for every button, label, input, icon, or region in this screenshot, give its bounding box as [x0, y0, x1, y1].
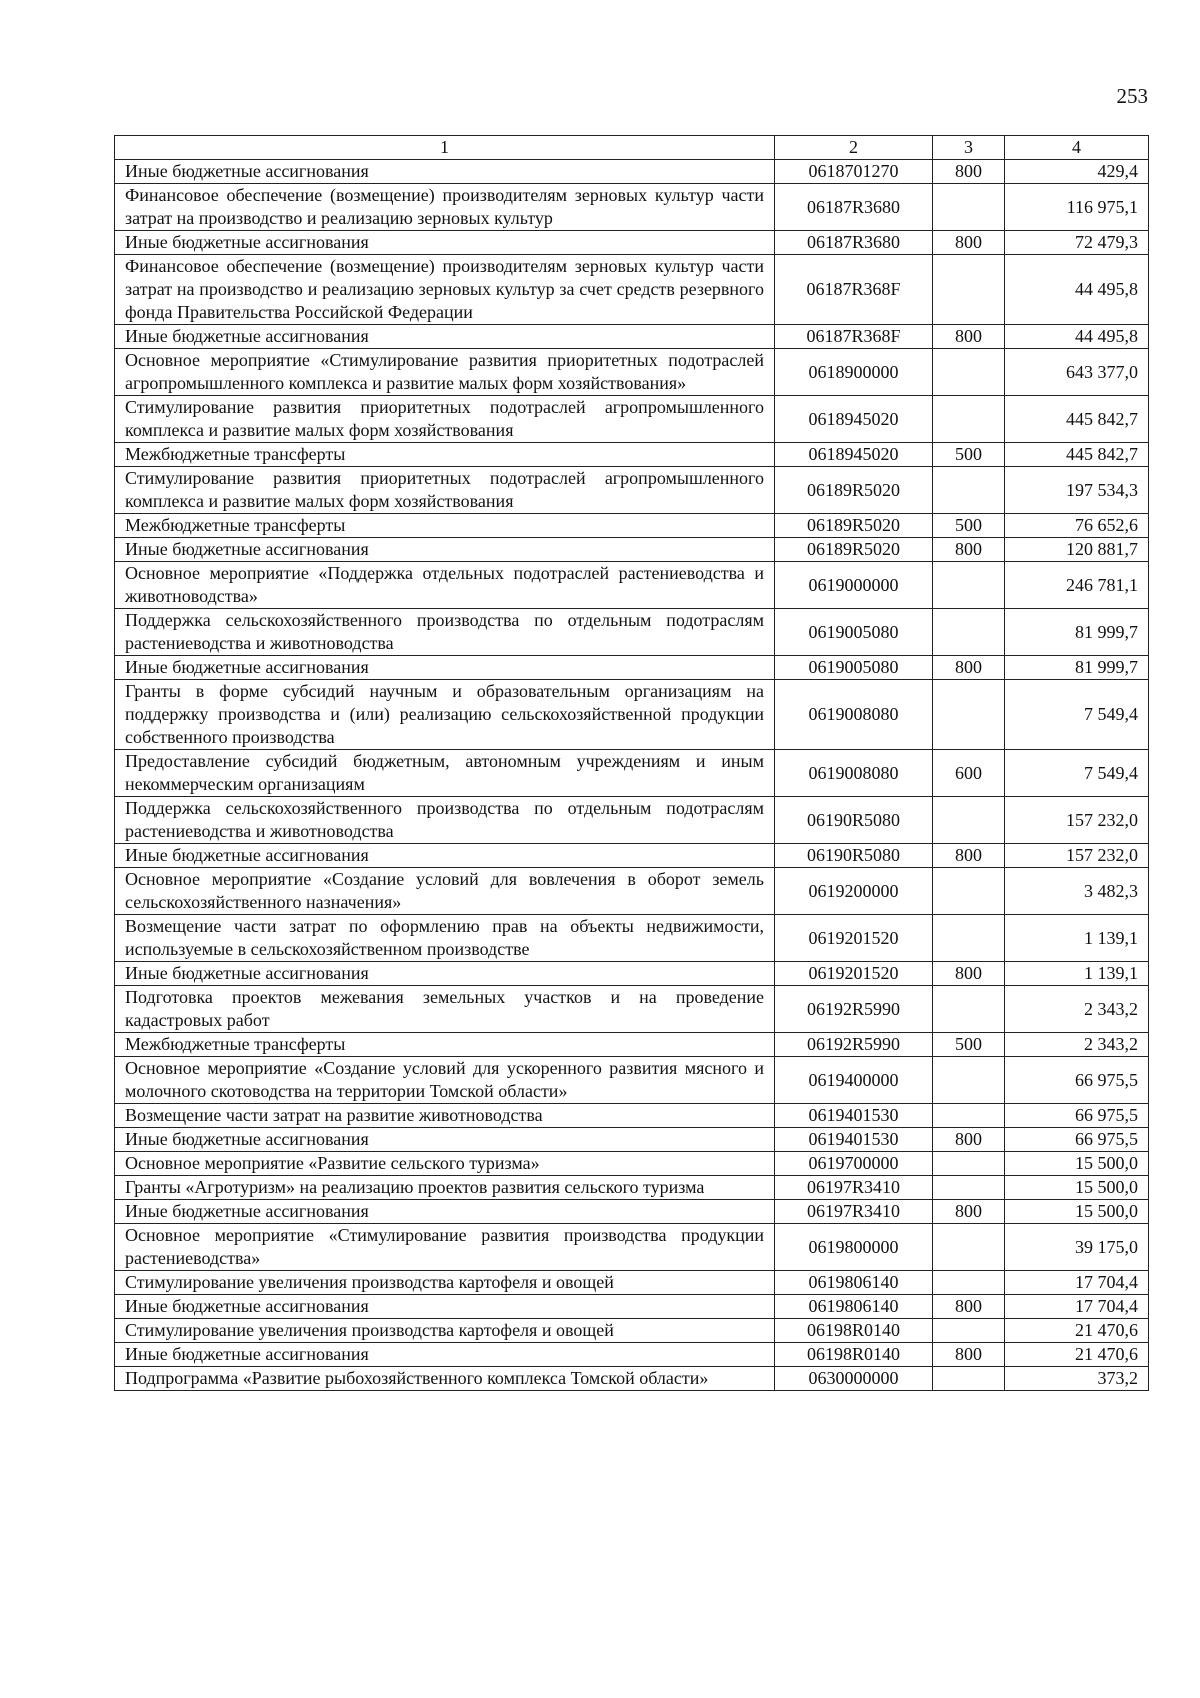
row-amount-cell: 445 842,7 [1005, 396, 1149, 443]
row-type-cell [933, 797, 1005, 844]
row-code-cell: 06197R3410 [775, 1176, 933, 1200]
row-type-cell [933, 680, 1005, 750]
row-amount-cell: 3 482,3 [1005, 868, 1149, 915]
row-name-cell: Иные бюджетные ассигнования [115, 844, 775, 868]
row-name-cell: Гранты в форме субсидий научным и образовательным организациям на поддержку производства и (или) реализацию сельскохозяйственной продукции собственного производства [115, 680, 775, 750]
row-name-cell: Поддержка сельскохозяйственного производства по отдельным подотраслям растениеводства и животноводства [115, 609, 775, 656]
row-name-cell: Возмещение части затрат на развитие животноводства [115, 1104, 775, 1128]
row-amount-cell: 66 975,5 [1005, 1057, 1149, 1104]
row-name-cell: Межбюджетные трансферты [115, 514, 775, 538]
row-name-cell: Иные бюджетные ассигнования [115, 1343, 775, 1367]
budget-table [114, 135, 1149, 1391]
row-code-cell: 0618945020 [775, 396, 933, 443]
table-row [115, 868, 1149, 915]
table-row [115, 609, 1149, 656]
table-row [115, 1271, 1149, 1295]
table-row [115, 443, 1149, 467]
row-code-cell: 0619401530 [775, 1128, 933, 1152]
table-row [115, 514, 1149, 538]
row-type-cell: 800 [933, 656, 1005, 680]
row-type-cell: 800 [933, 231, 1005, 255]
table-row [115, 656, 1149, 680]
row-type-cell: 500 [933, 514, 1005, 538]
row-type-cell: 800 [933, 844, 1005, 868]
table-row [115, 750, 1149, 797]
table-row [115, 1200, 1149, 1224]
row-code-cell: 06192R5990 [775, 986, 933, 1033]
row-type-cell [933, 915, 1005, 962]
row-name-cell: Основное мероприятие «Создание условий для вовлечения в оборот земель сельскохозяйственного назначения» [115, 868, 775, 915]
row-type-cell [933, 1152, 1005, 1176]
row-code-cell: 06192R5990 [775, 1033, 933, 1057]
row-code-cell: 0619700000 [775, 1152, 933, 1176]
table-row [115, 1176, 1149, 1200]
table-row [115, 160, 1149, 184]
row-name-cell: Основное мероприятие «Создание условий для ускоренного развития мясного и молочного скотоводства на территории Томской области» [115, 1057, 775, 1104]
row-name-cell: Иные бюджетные ассигнования [115, 325, 775, 349]
row-type-cell [933, 467, 1005, 514]
table-row [115, 844, 1149, 868]
row-code-cell: 0619005080 [775, 656, 933, 680]
row-amount-cell: 1 139,1 [1005, 962, 1149, 986]
row-name-cell: Иные бюджетные ассигнования [115, 231, 775, 255]
row-name-cell: Иные бюджетные ассигнования [115, 962, 775, 986]
row-code-cell: 0619806140 [775, 1271, 933, 1295]
row-amount-cell: 17 704,4 [1005, 1295, 1149, 1319]
row-code-cell: 06189R5020 [775, 514, 933, 538]
row-amount-cell: 445 842,7 [1005, 443, 1149, 467]
row-code-cell: 0618945020 [775, 443, 933, 467]
row-type-cell [933, 349, 1005, 396]
table-row [115, 467, 1149, 514]
table-row [115, 1104, 1149, 1128]
table-body [115, 160, 1149, 1391]
table-row [115, 396, 1149, 443]
column-header-2: 2 [775, 136, 933, 160]
row-name-cell: Иные бюджетные ассигнования [115, 1128, 775, 1152]
row-type-cell [933, 184, 1005, 231]
row-code-cell: 06197R3410 [775, 1200, 933, 1224]
row-name-cell: Финансовое обеспечение (возмещение) производителям зерновых культур части затрат на производство и реализацию зерновых культур [115, 184, 775, 231]
row-amount-cell: 15 500,0 [1005, 1152, 1149, 1176]
row-type-cell [933, 1271, 1005, 1295]
row-amount-cell: 44 495,8 [1005, 255, 1149, 325]
row-code-cell: 0619000000 [775, 562, 933, 609]
row-code-cell: 06190R5080 [775, 797, 933, 844]
row-amount-cell: 157 232,0 [1005, 844, 1149, 868]
row-amount-cell: 81 999,7 [1005, 656, 1149, 680]
row-code-cell: 0618900000 [775, 349, 933, 396]
row-type-cell [933, 1176, 1005, 1200]
row-name-cell: Межбюджетные трансферты [115, 443, 775, 467]
row-code-cell: 06187R368F [775, 255, 933, 325]
row-type-cell [933, 562, 1005, 609]
row-name-cell: Основное мероприятие «Развитие сельского туризма» [115, 1152, 775, 1176]
row-amount-cell: 66 975,5 [1005, 1128, 1149, 1152]
row-amount-cell: 7 549,4 [1005, 680, 1149, 750]
row-name-cell: Стимулирование развития приоритетных подотраслей агропромышленного комплекса и развитие малых форм хозяйствования [115, 467, 775, 514]
row-code-cell: 0618701270 [775, 160, 933, 184]
table-row [115, 562, 1149, 609]
column-header-4: 4 [1005, 136, 1149, 160]
row-type-cell [933, 255, 1005, 325]
row-type-cell: 800 [933, 1200, 1005, 1224]
row-amount-cell: 643 377,0 [1005, 349, 1149, 396]
row-amount-cell: 81 999,7 [1005, 609, 1149, 656]
row-code-cell: 0619201520 [775, 915, 933, 962]
table-row [115, 231, 1149, 255]
row-type-cell [933, 609, 1005, 656]
row-amount-cell: 66 975,5 [1005, 1104, 1149, 1128]
row-amount-cell: 17 704,4 [1005, 1271, 1149, 1295]
table-row [115, 1128, 1149, 1152]
row-name-cell: Финансовое обеспечение (возмещение) производителям зерновых культур части затрат на производство и реализацию зерновых культур за счет средств резервного фонда Правительства Российской Федерации [115, 255, 775, 325]
row-code-cell: 0619800000 [775, 1224, 933, 1271]
table-row [115, 1295, 1149, 1319]
table-row [115, 1367, 1149, 1391]
row-type-cell [933, 396, 1005, 443]
table-row [115, 538, 1149, 562]
row-amount-cell: 2 343,2 [1005, 1033, 1149, 1057]
row-name-cell: Поддержка сельскохозяйственного производства по отдельным подотраслям растениеводства и животноводства [115, 797, 775, 844]
row-code-cell: 0619008080 [775, 750, 933, 797]
row-type-cell [933, 986, 1005, 1033]
row-type-cell: 800 [933, 1295, 1005, 1319]
row-amount-cell: 116 975,1 [1005, 184, 1149, 231]
row-name-cell: Иные бюджетные ассигнования [115, 160, 775, 184]
row-code-cell: 06187R3680 [775, 231, 933, 255]
row-type-cell: 800 [933, 325, 1005, 349]
row-type-cell: 600 [933, 750, 1005, 797]
table-row [115, 255, 1149, 325]
row-code-cell: 06198R0140 [775, 1319, 933, 1343]
row-name-cell: Стимулирование увеличения производства картофеля и овощей [115, 1271, 775, 1295]
row-code-cell: 0619400000 [775, 1057, 933, 1104]
table-row [115, 1343, 1149, 1367]
table-row [115, 680, 1149, 750]
column-header-1: 1 [115, 136, 775, 160]
table-row [115, 915, 1149, 962]
row-name-cell: Основное мероприятие «Стимулирование развития производства продукции растениеводства» [115, 1224, 775, 1271]
row-code-cell: 0619008080 [775, 680, 933, 750]
row-amount-cell: 15 500,0 [1005, 1176, 1149, 1200]
table-row [115, 1319, 1149, 1343]
row-name-cell: Основное мероприятие «Стимулирование развития приоритетных подотраслей агропромышленного комплекса и развитие малых форм хозяйствования» [115, 349, 775, 396]
row-type-cell: 800 [933, 160, 1005, 184]
row-code-cell: 0630000000 [775, 1367, 933, 1391]
table-row [115, 986, 1149, 1033]
column-header-3: 3 [933, 136, 1005, 160]
row-type-cell: 800 [933, 1343, 1005, 1367]
table-row [115, 962, 1149, 986]
row-amount-cell: 39 175,0 [1005, 1224, 1149, 1271]
row-amount-cell: 21 470,6 [1005, 1343, 1149, 1367]
row-amount-cell: 1 139,1 [1005, 915, 1149, 962]
row-type-cell: 500 [933, 443, 1005, 467]
row-code-cell: 0619806140 [775, 1295, 933, 1319]
table-row [115, 1224, 1149, 1271]
row-name-cell: Иные бюджетные ассигнования [115, 656, 775, 680]
row-type-cell [933, 1057, 1005, 1104]
row-name-cell: Иные бюджетные ассигнования [115, 538, 775, 562]
row-name-cell: Основное мероприятие «Поддержка отдельных подотраслей растениеводства и животноводства» [115, 562, 775, 609]
table-row [115, 349, 1149, 396]
row-name-cell: Стимулирование развития приоритетных подотраслей агропромышленного комплекса и развитие малых форм хозяйствования [115, 396, 775, 443]
row-name-cell: Гранты «Агротуризм» на реализацию проектов развития сельского туризма [115, 1176, 775, 1200]
row-amount-cell: 197 534,3 [1005, 467, 1149, 514]
table-header-row [115, 136, 1149, 160]
row-amount-cell: 120 881,7 [1005, 538, 1149, 562]
row-name-cell: Межбюджетные трансферты [115, 1033, 775, 1057]
row-name-cell: Подпрограмма «Развитие рыбохозяйственного комплекса Томской области» [115, 1367, 775, 1391]
row-code-cell: 06198R0140 [775, 1343, 933, 1367]
row-amount-cell: 44 495,8 [1005, 325, 1149, 349]
row-name-cell: Возмещение части затрат по оформлению прав на объекты недвижимости, используемые в сельскохозяйственном производстве [115, 915, 775, 962]
table-row [115, 797, 1149, 844]
row-name-cell: Подготовка проектов межевания земельных участков и на проведение кадастровых работ [115, 986, 775, 1033]
row-type-cell [933, 1224, 1005, 1271]
row-code-cell: 06187R3680 [775, 184, 933, 231]
row-type-cell: 500 [933, 1033, 1005, 1057]
table-row [115, 184, 1149, 231]
row-amount-cell: 76 652,6 [1005, 514, 1149, 538]
row-code-cell: 06189R5020 [775, 467, 933, 514]
row-code-cell: 0619401530 [775, 1104, 933, 1128]
row-name-cell: Иные бюджетные ассигнования [115, 1295, 775, 1319]
row-amount-cell: 246 781,1 [1005, 562, 1149, 609]
row-code-cell: 06189R5020 [775, 538, 933, 562]
row-code-cell: 0619200000 [775, 868, 933, 915]
row-type-cell [933, 1104, 1005, 1128]
row-code-cell: 06187R368F [775, 325, 933, 349]
table-row [115, 1033, 1149, 1057]
row-amount-cell: 2 343,2 [1005, 986, 1149, 1033]
row-name-cell: Иные бюджетные ассигнования [115, 1200, 775, 1224]
row-type-cell: 800 [933, 962, 1005, 986]
row-amount-cell: 157 232,0 [1005, 797, 1149, 844]
row-name-cell: Стимулирование увеличения производства картофеля и овощей [115, 1319, 775, 1343]
row-code-cell: 06190R5080 [775, 844, 933, 868]
row-type-cell [933, 868, 1005, 915]
row-name-cell: Предоставление субсидий бюджетным, автономным учреждениям и иным некоммерческим организациям [115, 750, 775, 797]
row-amount-cell: 7 549,4 [1005, 750, 1149, 797]
table-row [115, 1057, 1149, 1104]
row-code-cell: 0619005080 [775, 609, 933, 656]
row-amount-cell: 15 500,0 [1005, 1200, 1149, 1224]
table-row [115, 1152, 1149, 1176]
page-number: 253 [1116, 84, 1148, 108]
row-type-cell [933, 1319, 1005, 1343]
row-type-cell: 800 [933, 538, 1005, 562]
row-code-cell: 0619201520 [775, 962, 933, 986]
row-amount-cell: 429,4 [1005, 160, 1149, 184]
row-amount-cell: 21 470,6 [1005, 1319, 1149, 1343]
row-amount-cell: 373,2 [1005, 1367, 1149, 1391]
row-amount-cell: 72 479,3 [1005, 231, 1149, 255]
table-row [115, 325, 1149, 349]
row-type-cell [933, 1367, 1005, 1391]
row-type-cell: 800 [933, 1128, 1005, 1152]
